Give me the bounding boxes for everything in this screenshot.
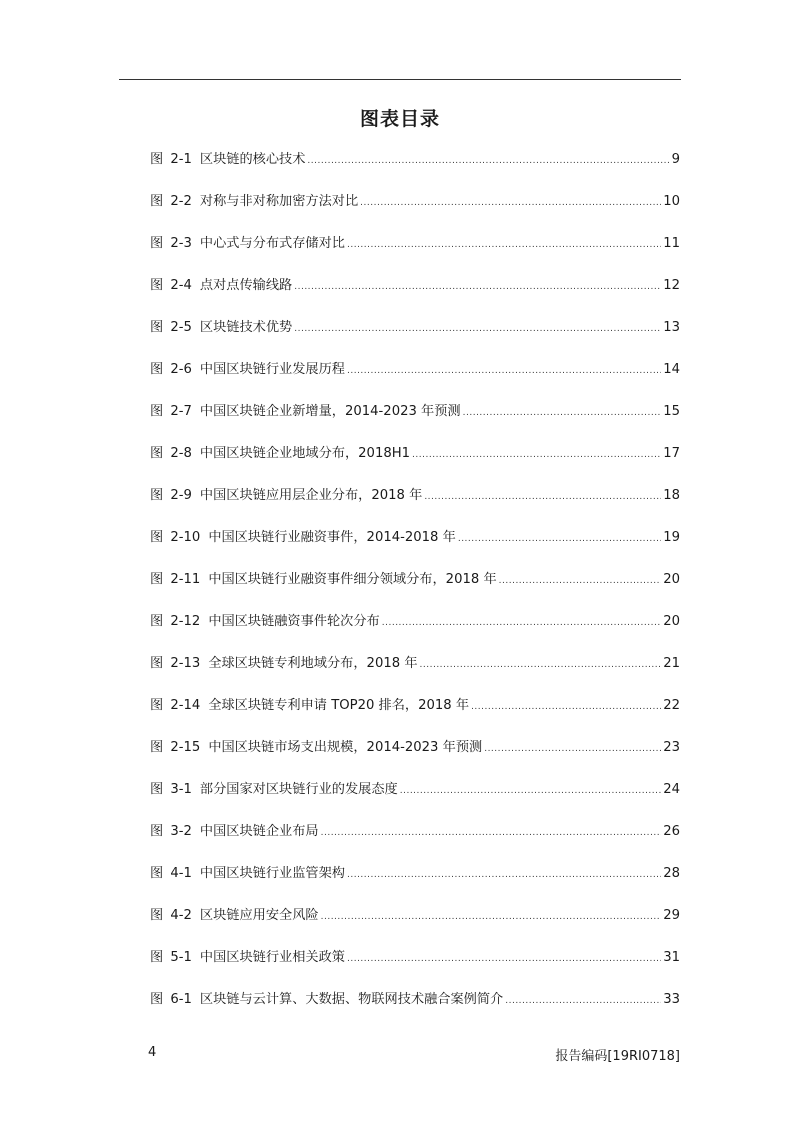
figure-caption: 部分国家对区块链行业的发展态度 [199, 782, 398, 797]
dot-leader [463, 401, 662, 424]
dot-leader [471, 695, 661, 718]
figure-caption: 中国区块链应用层企业分布，2018 年 [199, 488, 423, 503]
dot-leader [424, 485, 661, 508]
figure-number: 图 2-3 [150, 236, 192, 251]
figure-number: 图 2-15 [150, 740, 201, 755]
figure-page-number: 22 [663, 698, 680, 713]
figure-number: 图 6-1 [150, 992, 192, 1007]
toc-entry[interactable] [150, 737, 680, 779]
figure-caption: 中国区块链行业相关政策 [199, 950, 345, 965]
figure-page-number: 28 [663, 866, 680, 881]
figure-number: 图 4-1 [150, 866, 192, 881]
dot-leader [499, 569, 662, 592]
dot-leader [307, 149, 669, 172]
page-number: 4 [148, 1045, 157, 1060]
toc-entry[interactable] [150, 527, 680, 569]
toc-entry[interactable] [150, 905, 680, 947]
toc-entry[interactable] [150, 485, 680, 527]
figure-caption: 中国区块链行业融资事件细分领域分布，2018 年 [208, 572, 497, 587]
dot-leader [420, 653, 662, 676]
toc-entry[interactable] [150, 317, 680, 359]
figure-number: 图 2-14 [150, 698, 201, 713]
figure-list [150, 149, 680, 1031]
figure-page-number: 26 [663, 824, 680, 839]
toc-entry[interactable] [150, 275, 680, 317]
toc-entry[interactable] [150, 947, 680, 989]
dot-leader [412, 443, 661, 466]
page-title: 图表目录 [359, 108, 440, 130]
figure-number: 图 2-8 [150, 446, 192, 461]
figure-number: 图 3-2 [150, 824, 192, 839]
figure-caption: 中国区块链企业新增量，2014-2023 年预测 [199, 404, 461, 419]
figure-page-number: 11 [663, 236, 680, 251]
dot-leader [360, 191, 661, 214]
figure-page-number: 12 [663, 278, 680, 293]
figure-page-number: 13 [663, 320, 680, 335]
figure-caption: 区块链技术优势 [199, 320, 293, 335]
figure-number: 图 2-7 [150, 404, 192, 419]
toc-entry[interactable] [150, 443, 680, 485]
figure-caption: 区块链应用安全风险 [199, 908, 319, 923]
dot-leader [294, 317, 661, 340]
toc-entry[interactable] [150, 149, 680, 191]
figure-caption: 中国区块链融资事件轮次分布 [208, 614, 380, 629]
dot-leader [347, 863, 661, 886]
figure-number: 图 2-11 [150, 572, 201, 587]
figure-caption: 中国区块链市场支出规模，2014-2023 年预测 [208, 740, 483, 755]
dot-leader [321, 821, 662, 844]
figure-page-number: 21 [663, 656, 680, 671]
dot-leader [347, 233, 661, 256]
figure-caption: 中国区块链行业监管架构 [199, 866, 345, 881]
figure-page-number: 19 [663, 530, 680, 545]
dot-leader [382, 611, 661, 634]
figure-page-number: 29 [663, 908, 680, 923]
figure-number: 图 2-13 [150, 656, 201, 671]
figure-caption: 全球区块链专利申请 TOP20 排名，2018 年 [208, 698, 470, 713]
dot-leader [347, 359, 661, 382]
figure-number: 图 2-1 [150, 152, 192, 167]
figure-caption: 区块链与云计算、大数据、物联网技术融合案例简介 [199, 992, 504, 1007]
figure-number: 图 2-5 [150, 320, 192, 335]
dot-leader [458, 527, 661, 550]
toc-entry[interactable] [150, 401, 680, 443]
figure-page-number: 20 [663, 614, 680, 629]
dot-leader [484, 737, 661, 760]
figure-page-number: 14 [663, 362, 680, 377]
figure-caption: 中国区块链行业发展历程 [199, 362, 345, 377]
dot-leader [294, 275, 661, 298]
figure-number: 图 2-9 [150, 488, 192, 503]
toc-entry[interactable] [150, 653, 680, 695]
figure-number: 图 2-4 [150, 278, 192, 293]
toc-entry[interactable] [150, 611, 680, 653]
toc-entry[interactable] [150, 359, 680, 401]
dot-leader [400, 779, 661, 802]
figure-caption: 中国区块链企业地域分布，2018H1 [199, 446, 411, 461]
figure-number: 图 2-10 [150, 530, 201, 545]
toc-entry[interactable] [150, 569, 680, 611]
figure-number: 图 5-1 [150, 950, 192, 965]
header-rule [119, 79, 681, 80]
toc-entry[interactable] [150, 191, 680, 233]
dot-leader [321, 905, 662, 928]
figure-caption: 全球区块链专利地域分布，2018 年 [208, 656, 418, 671]
figure-page-number: 20 [663, 572, 680, 587]
figure-page-number: 10 [663, 194, 680, 209]
toc-entry[interactable] [150, 821, 680, 863]
figure-number: 图 4-2 [150, 908, 192, 923]
toc-entry[interactable] [150, 695, 680, 737]
figure-page-number: 33 [663, 992, 680, 1007]
report-code: 报告编码[19RI0718] [555, 1049, 680, 1064]
figure-number: 图 2-2 [150, 194, 192, 209]
figure-page-number: 31 [663, 950, 680, 965]
figure-page-number: 15 [663, 404, 680, 419]
toc-entry[interactable] [150, 233, 680, 275]
toc-entry[interactable] [150, 989, 680, 1031]
figure-caption: 区块链的核心技术 [199, 152, 306, 167]
dot-leader [347, 947, 661, 970]
figure-caption: 中国区块链行业融资事件，2014-2018 年 [208, 530, 456, 545]
figure-caption: 中心式与分布式存储对比 [199, 236, 345, 251]
figure-caption: 中国区块链企业布局 [199, 824, 319, 839]
figure-page-number: 24 [663, 782, 680, 797]
figure-caption: 点对点传输线路 [199, 278, 293, 293]
toc-entry[interactable] [150, 779, 680, 821]
figure-number: 图 3-1 [150, 782, 192, 797]
figure-number: 图 2-12 [150, 614, 201, 629]
figure-page-number: 17 [663, 446, 680, 461]
figure-page-number: 9 [671, 152, 680, 167]
figure-page-number: 23 [663, 740, 680, 755]
figure-page-number: 18 [663, 488, 680, 503]
dot-leader [505, 989, 661, 1012]
toc-entry[interactable] [150, 863, 680, 905]
figure-caption: 对称与非对称加密方法对比 [199, 194, 359, 209]
figure-number: 图 2-6 [150, 362, 192, 377]
